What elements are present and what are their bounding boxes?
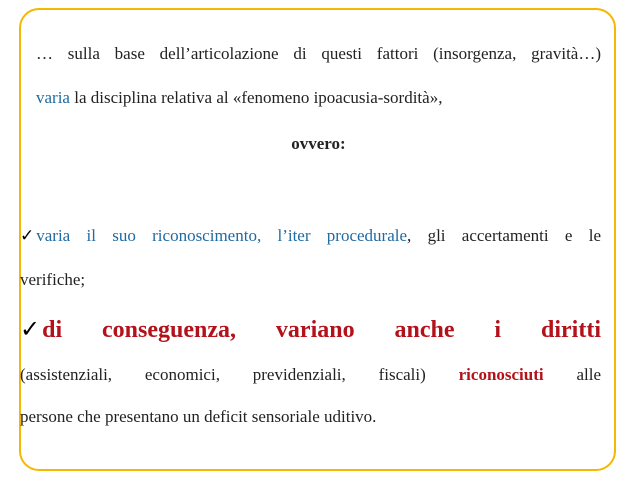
bullet1-line2-text: verifiche;: [20, 270, 86, 289]
bullet2-line1-text: di conseguenza, variano anche i diritti: [42, 317, 601, 343]
bullet2-line3-text: persone che presentano un deficit sensoriale uditivo.: [20, 407, 377, 426]
para1-line2-text: la disciplina relativa al «fenomeno ipoacusia-sordità»,: [69, 88, 443, 107]
bullet1-line1-text: , gli accertamenti e le: [407, 226, 601, 245]
checkmark-icon: ✓: [20, 226, 35, 245]
bullet1-line1: [20, 226, 601, 246]
bullet2-line2-end: alle: [543, 365, 601, 384]
bullet1-highlight: varia il suo riconoscimento, l’iter procedurale: [36, 226, 408, 245]
para1-highlight: varia: [36, 88, 70, 107]
bullet2-line1: [20, 315, 601, 344]
para1-line1-text: … sulla base dell’articolazione di questi fattori (insorgenza, gravità…): [36, 44, 601, 63]
ovvero-text: ovvero:: [291, 134, 346, 153]
para1-line1: [36, 44, 601, 64]
checkmark-icon: ✓: [20, 317, 41, 343]
bullet2-line2: [20, 365, 601, 385]
ovvero-heading: [36, 134, 601, 154]
bullet2-highlight: riconosciuti: [458, 365, 544, 384]
para1-line2: [36, 88, 601, 108]
bullet2-line3: [20, 407, 585, 427]
bullet1-line2: [20, 270, 585, 290]
bullet2-line2-text: (assistenziali, economici, previdenziali, fiscali): [20, 365, 459, 384]
